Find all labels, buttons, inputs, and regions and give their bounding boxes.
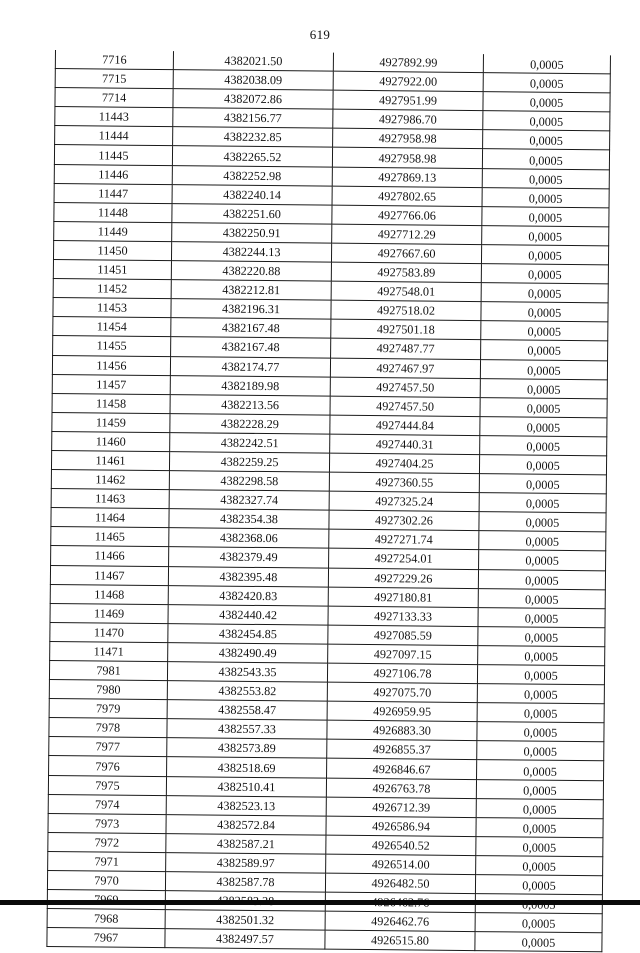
x-coordinate-cell: 4382156.77 [173, 108, 333, 129]
x-coordinate-cell: 4382523.13 [166, 795, 326, 816]
point-number-cell: 7974 [48, 794, 166, 814]
precision-cell: 0,0005 [480, 359, 607, 379]
x-coordinate-cell: 4382228.29 [170, 413, 330, 434]
precision-cell: 0,0005 [478, 645, 605, 665]
y-coordinate-cell: 4927302.26 [329, 510, 479, 531]
x-coordinate-cell: 4382395.48 [168, 566, 328, 587]
precision-cell: 0,0005 [482, 168, 609, 188]
precision-cell: 0,0005 [476, 779, 603, 799]
y-coordinate-cell: 4927457.50 [330, 396, 480, 417]
precision-cell: 0,0005 [477, 722, 604, 742]
point-number-cell: 7981 [49, 660, 167, 680]
x-coordinate-cell: 4382327.74 [169, 490, 329, 511]
point-number-cell: 11451 [53, 260, 171, 280]
y-coordinate-cell: 4926514.00 [326, 854, 476, 875]
y-coordinate-cell: 4927712.29 [332, 224, 482, 245]
x-coordinate-cell: 4382212.81 [171, 280, 331, 301]
point-number-cell: 7971 [48, 851, 166, 871]
y-coordinate-cell: 4927075.70 [327, 682, 477, 703]
point-number-cell: 7716 [55, 50, 173, 70]
x-coordinate-cell: 4382240.14 [172, 184, 332, 205]
y-coordinate-cell: 4927404.25 [329, 453, 479, 474]
y-coordinate-cell: 4926515.80 [325, 930, 475, 951]
y-coordinate-cell: 4926482.50 [325, 873, 475, 894]
y-coordinate-cell: 4927180.81 [328, 587, 478, 608]
x-coordinate-cell: 4382265.52 [172, 146, 332, 167]
precision-cell: 0,0005 [476, 836, 603, 856]
x-coordinate-cell: 4382454.85 [168, 623, 328, 644]
point-number-cell: 11465 [51, 527, 169, 547]
x-coordinate-cell: 4382167.48 [171, 318, 331, 339]
y-coordinate-cell: 4927444.84 [330, 415, 480, 436]
x-coordinate-cell: 4382174.77 [170, 356, 330, 377]
point-number-cell: 11446 [54, 164, 172, 184]
x-coordinate-cell: 4382251.60 [172, 203, 332, 224]
point-number-cell: 11470 [50, 622, 168, 642]
scan-edge-bar [0, 900, 640, 905]
precision-cell: 0,0005 [481, 340, 608, 360]
y-coordinate-cell: 4927583.89 [331, 262, 481, 283]
precision-cell: 0,0005 [476, 856, 603, 876]
precision-cell: 0,0005 [483, 111, 610, 131]
x-coordinate-cell: 4382587.21 [166, 833, 326, 854]
precision-cell: 0,0005 [483, 92, 610, 112]
point-number-cell: 7973 [48, 813, 166, 833]
precision-cell: 0,0005 [482, 149, 609, 169]
point-number-cell: 11459 [52, 412, 170, 432]
point-number-cell: 7970 [47, 870, 165, 890]
x-coordinate-cell: 4382167.48 [171, 337, 331, 358]
point-number-cell: 11449 [54, 221, 172, 241]
y-coordinate-cell: 4927802.65 [332, 186, 482, 207]
x-coordinate-cell: 4382021.50 [173, 51, 333, 71]
precision-cell: 0,0005 [477, 741, 604, 761]
precision-cell: 0,0005 [480, 397, 607, 417]
precision-cell: 0,0005 [479, 512, 606, 532]
point-number-cell: 11462 [51, 470, 169, 490]
x-coordinate-cell: 4382510.41 [166, 776, 326, 797]
x-coordinate-cell: 4382553.82 [167, 681, 327, 702]
precision-cell: 0,0005 [481, 283, 608, 303]
y-coordinate-cell: 4927501.18 [331, 319, 481, 340]
y-coordinate-cell: 4927958.98 [332, 148, 482, 169]
x-coordinate-cell: 4382242.51 [170, 432, 330, 453]
x-coordinate-cell: 4382573.89 [167, 738, 327, 759]
y-coordinate-cell: 4927133.33 [328, 606, 478, 627]
y-coordinate-cell: 4927440.31 [330, 434, 480, 455]
x-coordinate-cell: 4382189.98 [170, 375, 330, 396]
point-number-cell: 11464 [51, 508, 169, 528]
precision-cell: 0,0005 [482, 225, 609, 245]
coordinates-table [46, 50, 611, 953]
precision-cell: 0,0005 [481, 302, 608, 322]
y-coordinate-cell: 4927097.15 [328, 644, 478, 665]
page-number: 619 [309, 27, 331, 42]
point-number-cell: 7972 [48, 832, 166, 852]
point-number-cell: 7967 [47, 928, 165, 948]
x-coordinate-cell: 4382250.91 [172, 222, 332, 243]
y-coordinate-cell: 4927766.06 [332, 205, 482, 226]
x-coordinate-cell: 4382501.32 [165, 910, 325, 931]
x-coordinate-cell: 4382259.25 [169, 452, 329, 473]
precision-cell: 0,0005 [475, 875, 602, 895]
x-coordinate-cell: 4382497.57 [165, 929, 325, 950]
x-coordinate-cell: 4382543.35 [167, 662, 327, 683]
point-number-cell: 7714 [55, 88, 173, 108]
point-number-cell: 11466 [51, 546, 169, 566]
point-number-cell: 11454 [53, 317, 171, 337]
precision-cell: 0,0005 [480, 416, 607, 436]
y-coordinate-cell: 4927518.02 [331, 300, 481, 321]
y-coordinate-cell: 4927229.26 [328, 568, 478, 589]
precision-cell: 0,0005 [479, 455, 606, 475]
point-number-cell: 7976 [49, 756, 167, 776]
point-number-cell: 11443 [55, 107, 173, 127]
precision-cell: 0,0005 [476, 817, 603, 837]
y-coordinate-cell: 4927951.99 [333, 90, 483, 111]
y-coordinate-cell: 4927360.55 [329, 472, 479, 493]
y-coordinate-cell: 4926540.52 [326, 835, 476, 856]
precision-cell: 0,0005 [481, 321, 608, 341]
y-coordinate-cell: 4926586.94 [326, 816, 476, 837]
point-number-cell: 11453 [53, 298, 171, 318]
point-number-cell: 11456 [52, 355, 170, 375]
precision-cell: 0,0005 [480, 435, 607, 455]
x-coordinate-cell: 4382589.97 [166, 853, 326, 874]
x-coordinate-cell: 4382354.38 [169, 509, 329, 530]
y-coordinate-cell: 4927922.00 [333, 71, 483, 92]
precision-cell: 0,0005 [476, 798, 603, 818]
precision-cell: 0,0005 [479, 493, 606, 513]
y-coordinate-cell: 4926763.78 [326, 778, 476, 799]
x-coordinate-cell: 4382213.56 [170, 394, 330, 415]
point-number-cell: 11458 [52, 393, 170, 413]
y-coordinate-cell: 4926883.30 [327, 720, 477, 741]
precision-cell: 0,0005 [479, 550, 606, 570]
x-coordinate-cell: 4382298.58 [169, 471, 329, 492]
point-number-cell: 11467 [50, 565, 168, 585]
y-coordinate-cell: 4927254.01 [329, 549, 479, 570]
x-coordinate-cell: 4382072.86 [173, 89, 333, 110]
y-coordinate-cell: 4927325.24 [329, 491, 479, 512]
y-coordinate-cell: 4927667.60 [331, 243, 481, 264]
precision-cell: 0,0005 [477, 760, 604, 780]
point-number-cell: 7975 [48, 775, 166, 795]
coordinates-table-body [47, 50, 611, 952]
y-coordinate-cell: 4927548.01 [331, 281, 481, 302]
precision-cell: 0,0005 [483, 54, 610, 74]
point-number-cell: 11445 [54, 145, 172, 165]
y-coordinate-cell: 4926855.37 [327, 740, 477, 761]
y-coordinate-cell: 4927986.70 [333, 109, 483, 130]
precision-cell: 0,0005 [478, 569, 605, 589]
precision-cell: 0,0005 [483, 73, 610, 93]
x-coordinate-cell: 4382244.13 [171, 242, 331, 263]
y-coordinate-cell: 4927467.97 [330, 358, 480, 379]
point-number-cell: 11448 [54, 202, 172, 222]
x-coordinate-cell: 4382518.69 [167, 757, 327, 778]
x-coordinate-cell: 4382420.83 [168, 585, 328, 606]
precision-cell: 0,0005 [475, 932, 602, 952]
x-coordinate-cell: 4382440.42 [168, 604, 328, 625]
x-coordinate-cell: 4382252.98 [172, 165, 332, 186]
precision-cell: 0,0005 [478, 588, 605, 608]
y-coordinate-cell: 4926846.67 [327, 759, 477, 780]
y-coordinate-cell: 4927869.13 [332, 167, 482, 188]
precision-cell: 0,0005 [475, 913, 602, 933]
point-number-cell: 11469 [50, 603, 168, 623]
y-coordinate-cell: 4927085.59 [328, 625, 478, 646]
point-number-cell: 11455 [53, 336, 171, 356]
point-number-cell: 11471 [50, 641, 168, 661]
point-number-cell: 11468 [50, 584, 168, 604]
precision-cell: 0,0005 [479, 531, 606, 551]
precision-cell: 0,0005 [482, 206, 609, 226]
point-number-cell: 7978 [49, 718, 167, 738]
point-number-cell: 11450 [53, 240, 171, 260]
y-coordinate-cell: 4927457.50 [330, 377, 480, 398]
precision-cell: 0,0005 [477, 684, 604, 704]
x-coordinate-cell: 4382490.49 [168, 643, 328, 664]
precision-cell: 0,0005 [481, 264, 608, 284]
x-coordinate-cell: 4382572.84 [166, 814, 326, 835]
precision-cell: 0,0005 [478, 607, 605, 627]
y-coordinate-cell: 4926712.39 [326, 797, 476, 818]
x-coordinate-cell: 4382232.85 [173, 127, 333, 148]
point-number-cell: 7979 [49, 699, 167, 719]
point-number-cell: 11452 [53, 279, 171, 299]
y-coordinate-cell: 4927106.78 [327, 663, 477, 684]
x-coordinate-cell: 4382558.47 [167, 700, 327, 721]
point-number-cell: 11461 [51, 450, 169, 470]
x-coordinate-cell: 4382220.88 [171, 261, 331, 282]
table-row [47, 928, 602, 952]
y-coordinate-cell: 4927487.77 [331, 339, 481, 360]
x-coordinate-cell: 4382038.09 [173, 70, 333, 91]
y-coordinate-cell: 4927892.99 [333, 53, 483, 73]
x-coordinate-cell: 4382587.78 [165, 872, 325, 893]
point-number-cell: 7968 [47, 909, 165, 929]
point-number-cell: 11447 [54, 183, 172, 203]
point-number-cell: 11457 [52, 374, 170, 394]
precision-cell: 0,0005 [479, 474, 606, 494]
precision-cell: 0,0005 [481, 245, 608, 265]
point-number-cell: 7980 [49, 680, 167, 700]
point-number-cell: 11444 [55, 126, 173, 146]
precision-cell: 0,0005 [478, 626, 605, 646]
precision-cell: 0,0005 [482, 187, 609, 207]
point-number-cell: 11460 [52, 431, 170, 451]
precision-cell: 0,0005 [477, 703, 604, 723]
x-coordinate-cell: 4382196.31 [171, 299, 331, 320]
x-coordinate-cell: 4382379.49 [169, 547, 329, 568]
precision-cell: 0,0005 [480, 378, 607, 398]
y-coordinate-cell: 4927958.98 [333, 129, 483, 150]
point-number-cell: 7715 [55, 69, 173, 89]
x-coordinate-cell: 4382368.06 [169, 528, 329, 549]
x-coordinate-cell: 4382557.33 [167, 719, 327, 740]
precision-cell: 0,0005 [483, 130, 610, 150]
precision-cell: 0,0005 [477, 665, 604, 685]
point-number-cell: 11463 [51, 489, 169, 509]
y-coordinate-cell: 4926462.76 [325, 911, 475, 932]
point-number-cell: 7977 [49, 737, 167, 757]
y-coordinate-cell: 4927271.74 [329, 529, 479, 550]
y-coordinate-cell: 4926959.95 [327, 701, 477, 722]
